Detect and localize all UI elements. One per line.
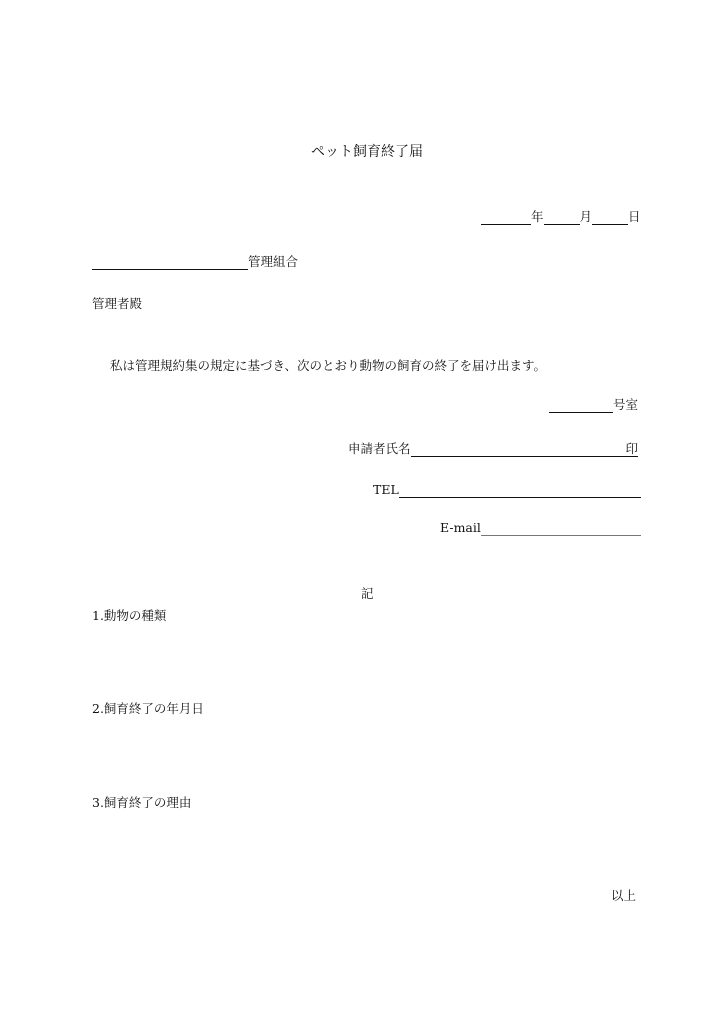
item-animal-type: 1.動物の種類 bbox=[92, 608, 167, 623]
closing-text: 以上 bbox=[611, 888, 637, 903]
association-line bbox=[92, 254, 298, 270]
day-label: 日 bbox=[628, 209, 641, 224]
tel-line bbox=[373, 482, 641, 498]
applicant-name-line bbox=[348, 441, 638, 457]
room-label: 号室 bbox=[613, 397, 639, 412]
item-end-date: 2.飼育終了の年月日 bbox=[92, 701, 204, 716]
month-field[interactable] bbox=[544, 210, 580, 225]
year-label: 年 bbox=[531, 209, 544, 224]
body-text: 私は管理規約集の規定に基づき、次のとおり動物の飼育の終了を届け出ます。 bbox=[110, 358, 547, 373]
tel-field[interactable] bbox=[399, 483, 641, 498]
email-label: E-mail bbox=[440, 520, 481, 535]
association-label: 管理組合 bbox=[248, 254, 299, 269]
email-field[interactable] bbox=[481, 521, 641, 536]
association-name-field[interactable] bbox=[92, 255, 248, 270]
date-line bbox=[481, 209, 641, 225]
day-field[interactable] bbox=[592, 210, 628, 225]
manager-label: 管理者殿 bbox=[92, 296, 143, 311]
ki-label: 記 bbox=[361, 586, 374, 601]
applicant-name-label: 申請者氏名 bbox=[348, 441, 411, 456]
year-field[interactable] bbox=[481, 210, 531, 225]
document-title: ペット飼育終了届 bbox=[311, 144, 423, 160]
seal-label: 印 bbox=[625, 441, 639, 456]
tel-label: TEL bbox=[373, 482, 399, 497]
room-line bbox=[549, 397, 638, 413]
email-line bbox=[440, 520, 641, 536]
month-label: 月 bbox=[579, 209, 593, 224]
applicant-name-field[interactable] bbox=[411, 442, 626, 457]
room-number-field[interactable] bbox=[549, 398, 613, 413]
item-end-reason: 3.飼育終了の理由 bbox=[92, 795, 192, 810]
